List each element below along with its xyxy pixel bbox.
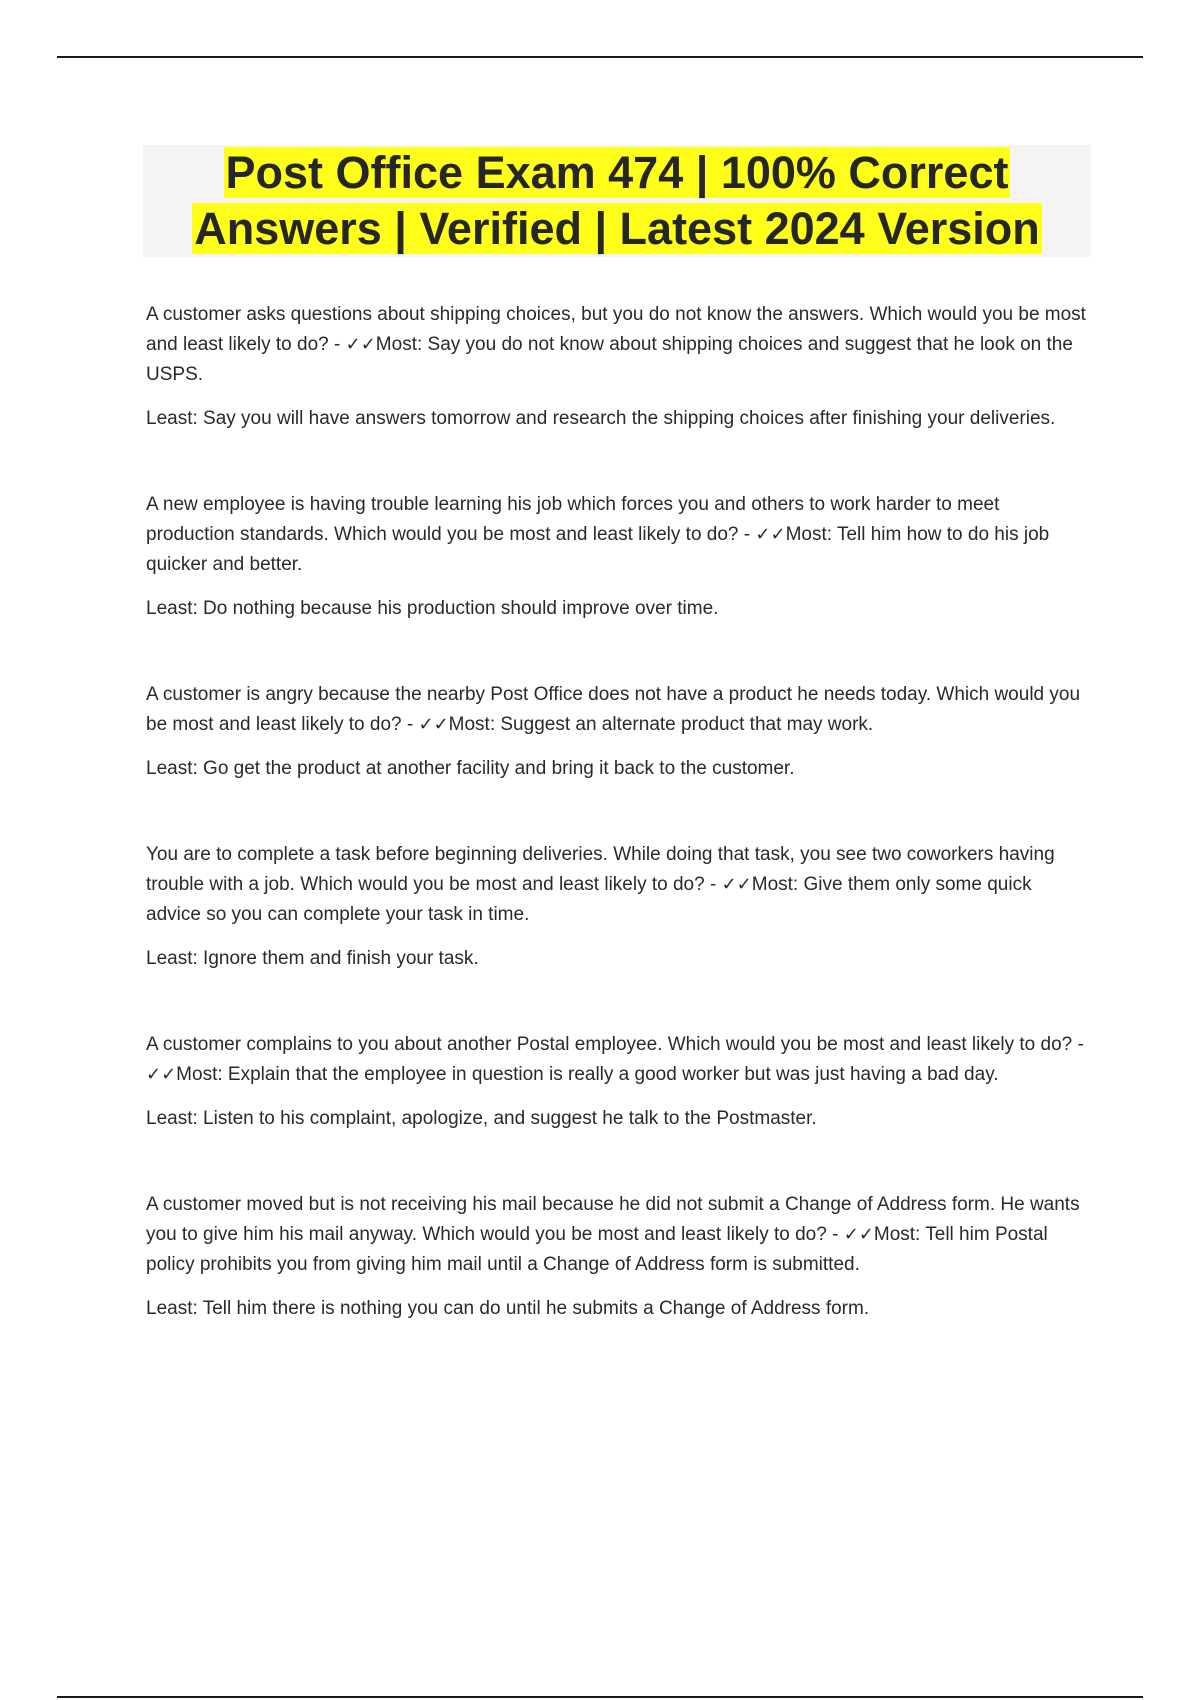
most-answer: Most: Say you do not know about shipping choices and suggest that he look on the USPS. [146,334,1073,385]
question-text [146,300,1091,390]
question: A customer complains to you about another Postal employee. Which would you be most and least likely to do? - [146,1034,1084,1055]
top-rule [57,56,1143,58]
check-marks-icon: ✓✓ [721,874,752,895]
question-text [146,490,1091,580]
bottom-rule [57,1696,1143,1698]
qa-item [146,840,1091,974]
least-answer: Least: Ignore them and finish your task. [146,948,479,969]
qa-item [146,1190,1091,1324]
least-answer: Least: Do nothing because his production should improve over time. [146,598,719,619]
qa-item [146,1030,1091,1134]
question-text [146,840,1091,930]
qa-item [146,490,1091,624]
most-answer: Most: Tell him Postal policy prohibits you from giving him mail until a Change of Address form is submitted. [146,1224,1048,1275]
title-line-2: Answers | Verified | Latest 2024 Version [194,203,1040,254]
most-answer: Most: Tell him how to do his job quicker and better. [146,524,1050,575]
document-title-box [143,145,1091,257]
least-answer: Least: Say you will have answers tomorrow and research the shipping choices after finishing your deliveries. [146,408,1056,429]
check-marks-icon: ✓✓ [843,1224,874,1245]
most-answer: Most: Explain that the employee in question is really a good worker but was just having a bad day. [176,1064,999,1085]
question-text [146,680,1091,740]
question: A new employee is having trouble learning his job which forces you and others to work harder to meet production standards. Which would you be most and least likely to do? - [146,494,1000,545]
check-marks-icon: ✓✓ [146,1064,177,1085]
question-text [146,1190,1091,1280]
check-marks-icon: ✓✓ [755,524,786,545]
least-answer: Least: Tell him there is nothing you can do until he submits a Change of Address form. [146,1298,870,1319]
question: A customer moved but is not receiving his mail because he did not submit a Change of Address form. He wants you to give him his mail anyway. Which would you be most and least likely to do? - [146,1194,1080,1245]
title-line-1: Post Office Exam 474 | 100% Correct [225,147,1009,198]
question-text [146,1030,1091,1090]
document-title [143,145,1091,257]
question: You are to complete a task before beginning deliveries. While doing that task, you see two coworkers having trouble with a job. Which would you be most and least likely to do? - [146,844,1055,895]
question: A customer asks questions about shipping choices, but you do not know the answers. Which would you be most and least likely to do? - [146,304,1086,355]
qa-list [146,300,1091,1380]
most-answer: Most: Suggest an alternate product that may work. [448,714,874,735]
qa-item [146,300,1091,434]
least-answer: Least: Listen to his complaint, apologize, and suggest he talk to the Postmaster. [146,1108,817,1129]
least-answer: Least: Go get the product at another facility and bring it back to the customer. [146,758,795,779]
question: A customer is angry because the nearby Post Office does not have a product he needs today. Which would you be most and least likely to do? - [146,684,1081,735]
qa-item [146,680,1091,784]
check-marks-icon: ✓✓ [418,714,449,735]
most-answer: Most: Give them only some quick advice so you can complete your task in time. [146,874,1032,925]
check-marks-icon: ✓✓ [345,334,376,355]
